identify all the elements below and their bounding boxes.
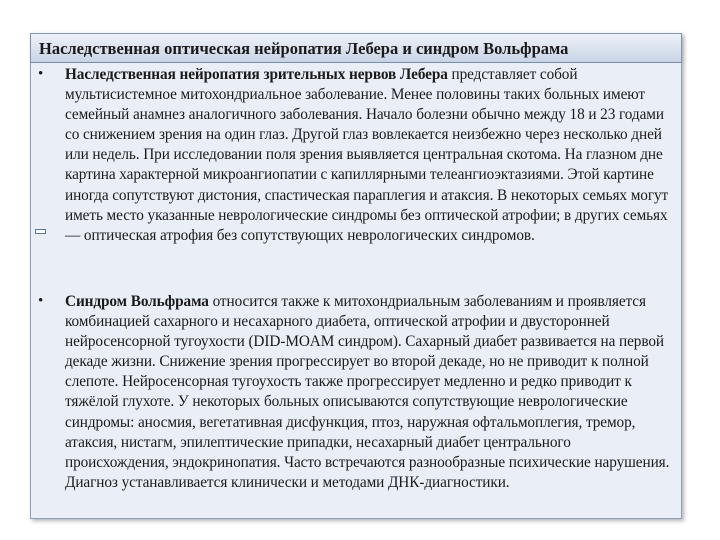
- bullet-marker-2: •: [38, 293, 44, 309]
- bullet-text-wolfram: относится также к митохондриальным заболеваниям и проявляется комбинацией сахарного и несахарного диабета, оптической атрофии и двусторонней нейросенсорной тугоухости (DID-MOAM синдром). Сахарный диабет развивается на первой декаде жизни. Снижение зрения прогрессирует во второй декаде, но не приводит к полной слепоте. Нейросенсорная тугоухость также прогрессирует медленно и редко приводит к тяжёлой глухоте. У некоторых больных описываются сопутствующие неврологические синдромы: аносмия, вегетативная дисфункция, птоз, наружная офтальмоплегия, тремор, атаксия, нистагм, эпилептические припадки, несахарный диабет центрального происхождения, эндокринопатия. Часто встречаются разнообразные психические нарушения. Диагноз устанавливается клинически и методами ДНК-диагностики.: [65, 293, 670, 491]
- content-box: [30, 63, 682, 519]
- bullet-marker-1: •: [38, 66, 44, 82]
- side-marker-icon: [35, 229, 46, 234]
- title-bar: [30, 33, 682, 63]
- bullet-text-leber: представляет собой мультисистемное митохондриальное заболевание. Менее половины таких больных имеют семейный анамнез аналогичного заболевания. Начало болезни обычно между 18 и 23 годами со снижением зрения на один глаз. Другой глаз вовлекается неизбежно через несколько дней или недель. При исследовании поля зрения выявляется центральная скотома. На глазном дне картина характерной микроангиопатии с капиллярными телеангиоэктазиями. Этой картине иногда сопутствуют дистония, спастическая параплегия и атаксия. В некоторых семьях могут иметь место указанные неврологические синдромы без оптической атрофии; в других семьях — оптическая атрофия без сопутствующих неврологических синдромов.: [65, 66, 669, 244]
- bullet-paragraph-leber: [65, 65, 677, 246]
- bullet-term-leber: Наследственная нейропатия зрительных нервов Лебера: [65, 66, 448, 83]
- bullet-term-wolfram: Синдром Вольфрама: [65, 293, 209, 310]
- slide-title: Наследственная оптическая нейропатия Лебера и синдром Вольфрама: [39, 39, 569, 58]
- bullet-paragraph-wolfram: [65, 292, 677, 493]
